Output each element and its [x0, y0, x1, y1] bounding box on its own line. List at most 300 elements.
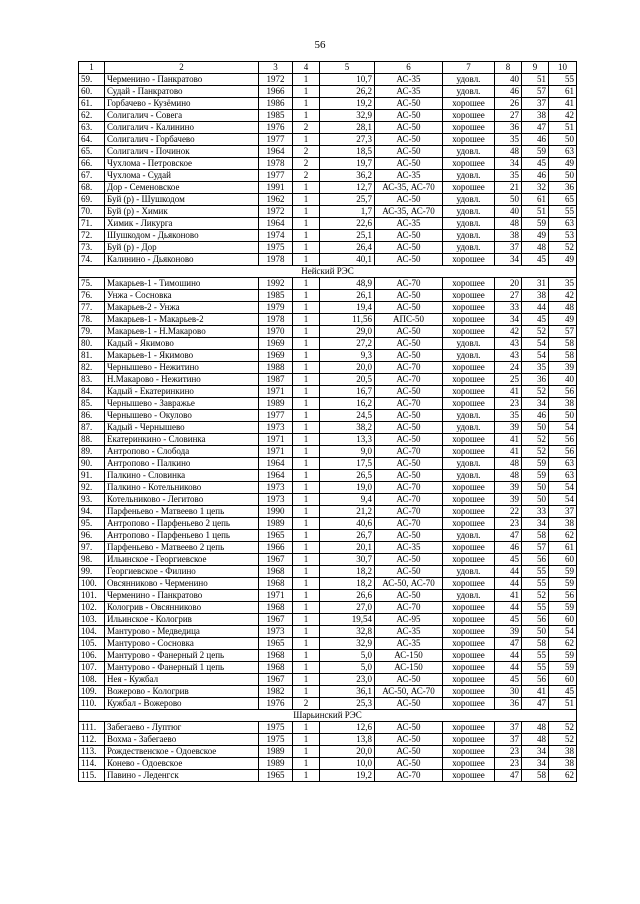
length-cell: 9,3 — [320, 350, 375, 362]
wire-type-cell: АС-70 — [375, 770, 443, 782]
row-number-cell: 104. — [79, 626, 105, 638]
row-number-cell: 100. — [79, 578, 105, 590]
length-cell: 19,0 — [320, 482, 375, 494]
length-cell: 20,1 — [320, 542, 375, 554]
circuits-cell: 1 — [293, 326, 320, 338]
length-cell: 27,3 — [320, 134, 375, 146]
condition-cell: хорошее — [443, 362, 495, 374]
value-col8-cell: 37 — [495, 242, 522, 254]
page-number: 56 — [314, 39, 326, 51]
value-col9-cell: 56 — [522, 674, 549, 686]
line-name-cell: Кадый - Якимово — [105, 338, 259, 350]
line-name-cell: Чернышево - Нежитино — [105, 362, 259, 374]
table-row — [79, 242, 577, 254]
condition-cell: хорошее — [443, 518, 495, 530]
header-cell: 3 — [259, 62, 293, 74]
value-col9-cell: 55 — [522, 602, 549, 614]
length-cell: 19,7 — [320, 158, 375, 170]
wire-type-cell: АС-50 — [375, 158, 443, 170]
wire-type-cell: АС-35 — [375, 86, 443, 98]
value-col9-cell: 59 — [522, 470, 549, 482]
circuits-cell: 1 — [293, 722, 320, 734]
circuits-cell: 1 — [293, 458, 320, 470]
line-name-cell: Вожерово - Кологрив — [105, 686, 259, 698]
value-col8-cell: 41 — [495, 434, 522, 446]
row-number-cell: 91. — [79, 470, 105, 482]
value-col9-cell: 58 — [522, 530, 549, 542]
value-col10-cell: 58 — [549, 350, 577, 362]
length-cell: 20,0 — [320, 746, 375, 758]
value-col8-cell: 39 — [495, 422, 522, 434]
value-col10-cell: 42 — [549, 110, 577, 122]
row-number-cell: 112. — [79, 734, 105, 746]
condition-cell: удовл. — [443, 146, 495, 158]
condition-cell: хорошее — [443, 386, 495, 398]
table-row — [79, 482, 577, 494]
year-cell: 1975 — [259, 722, 293, 734]
condition-cell: удовл. — [443, 86, 495, 98]
year-cell: 1967 — [259, 674, 293, 686]
wire-type-cell: АС-50 — [375, 722, 443, 734]
year-cell: 1964 — [259, 470, 293, 482]
table-row — [79, 290, 577, 302]
year-cell: 1965 — [259, 770, 293, 782]
value-col10-cell: 56 — [549, 590, 577, 602]
value-col10-cell: 35 — [549, 278, 577, 290]
line-name-cell: Макарьев-1 - Тимошино — [105, 278, 259, 290]
value-col10-cell: 48 — [549, 302, 577, 314]
value-col8-cell: 43 — [495, 350, 522, 362]
year-cell: 1982 — [259, 686, 293, 698]
table-row — [79, 98, 577, 110]
value-col9-cell: 57 — [522, 86, 549, 98]
year-cell: 1969 — [259, 338, 293, 350]
wire-type-cell: АС-35, АС-70 — [375, 182, 443, 194]
row-number-cell: 78. — [79, 314, 105, 326]
table-row — [79, 410, 577, 422]
length-cell: 1,7 — [320, 206, 375, 218]
wire-type-cell: АС-35 — [375, 542, 443, 554]
value-col10-cell: 50 — [549, 134, 577, 146]
header-row — [79, 62, 577, 74]
value-col8-cell: 38 — [495, 230, 522, 242]
value-col10-cell: 61 — [549, 86, 577, 98]
table-row — [79, 446, 577, 458]
year-cell: 1977 — [259, 410, 293, 422]
length-cell: 28,1 — [320, 122, 375, 134]
wire-type-cell: АС-70 — [375, 398, 443, 410]
value-col9-cell: 51 — [522, 206, 549, 218]
circuits-cell: 1 — [293, 374, 320, 386]
value-col9-cell: 55 — [522, 578, 549, 590]
row-number-cell: 77. — [79, 302, 105, 314]
table-row — [79, 686, 577, 698]
row-number-cell: 108. — [79, 674, 105, 686]
value-col9-cell: 56 — [522, 614, 549, 626]
value-col9-cell: 54 — [522, 350, 549, 362]
value-col10-cell: 52 — [549, 242, 577, 254]
wire-type-cell: АС-50 — [375, 350, 443, 362]
table-row — [79, 74, 577, 86]
wire-type-cell: АС-50 — [375, 674, 443, 686]
value-col10-cell: 36 — [549, 182, 577, 194]
row-number-cell: 110. — [79, 698, 105, 710]
year-cell: 1971 — [259, 434, 293, 446]
row-number-cell: 87. — [79, 422, 105, 434]
row-number-cell: 67. — [79, 170, 105, 182]
condition-cell: хорошее — [443, 758, 495, 770]
wire-type-cell: АС-50 — [375, 110, 443, 122]
value-col10-cell: 37 — [549, 506, 577, 518]
table-row — [79, 278, 577, 290]
value-col9-cell: 45 — [522, 254, 549, 266]
table-row — [79, 470, 577, 482]
value-col9-cell: 55 — [522, 566, 549, 578]
value-col8-cell: 36 — [495, 698, 522, 710]
row-number-cell: 60. — [79, 86, 105, 98]
value-col9-cell: 36 — [522, 374, 549, 386]
condition-cell: хорошее — [443, 434, 495, 446]
value-col8-cell: 46 — [495, 86, 522, 98]
year-cell: 1964 — [259, 146, 293, 158]
length-cell: 25,7 — [320, 194, 375, 206]
row-number-cell: 107. — [79, 662, 105, 674]
wire-type-cell: АС-50 — [375, 230, 443, 242]
section-row — [79, 266, 577, 278]
line-name-cell: Антропово - Слобода — [105, 446, 259, 458]
table-row — [79, 314, 577, 326]
value-col9-cell: 35 — [522, 362, 549, 374]
value-col8-cell: 45 — [495, 554, 522, 566]
line-name-cell: Кужбал - Вожерово — [105, 698, 259, 710]
line-name-cell: Буй (р) - Химик — [105, 206, 259, 218]
circuits-cell: 1 — [293, 206, 320, 218]
value-col9-cell: 44 — [522, 302, 549, 314]
length-cell: 36,1 — [320, 686, 375, 698]
value-col9-cell: 48 — [522, 722, 549, 734]
year-cell: 1974 — [259, 230, 293, 242]
line-name-cell: Солигалич - Горбачево — [105, 134, 259, 146]
value-col10-cell: 49 — [549, 158, 577, 170]
year-cell: 1966 — [259, 542, 293, 554]
length-cell: 25,1 — [320, 230, 375, 242]
value-col8-cell: 41 — [495, 446, 522, 458]
length-cell: 48,9 — [320, 278, 375, 290]
circuits-cell: 1 — [293, 98, 320, 110]
condition-cell: хорошее — [443, 554, 495, 566]
circuits-cell: 1 — [293, 626, 320, 638]
length-cell: 10,0 — [320, 758, 375, 770]
condition-cell: хорошее — [443, 494, 495, 506]
value-col10-cell: 60 — [549, 614, 577, 626]
table-row — [79, 770, 577, 782]
circuits-cell: 1 — [293, 638, 320, 650]
line-name-cell: Ильинское - Георгиевское — [105, 554, 259, 566]
value-col9-cell: 58 — [522, 638, 549, 650]
circuits-cell: 1 — [293, 542, 320, 554]
circuits-cell: 1 — [293, 746, 320, 758]
value-col8-cell: 22 — [495, 506, 522, 518]
condition-cell: хорошее — [443, 734, 495, 746]
table-row — [79, 326, 577, 338]
year-cell: 1989 — [259, 398, 293, 410]
table-row — [79, 374, 577, 386]
condition-cell: хорошее — [443, 770, 495, 782]
table-row — [79, 626, 577, 638]
circuits-cell: 2 — [293, 158, 320, 170]
row-number-cell: 111. — [79, 722, 105, 734]
circuits-cell: 1 — [293, 482, 320, 494]
row-number-cell: 89. — [79, 446, 105, 458]
circuits-cell: 1 — [293, 194, 320, 206]
circuits-cell: 1 — [293, 614, 320, 626]
table-row — [79, 230, 577, 242]
condition-cell: хорошее — [443, 638, 495, 650]
condition-cell: хорошее — [443, 686, 495, 698]
table-row — [79, 182, 577, 194]
line-name-cell: Забегаево - Луптюг — [105, 722, 259, 734]
year-cell: 1991 — [259, 182, 293, 194]
value-col8-cell: 50 — [495, 194, 522, 206]
value-col9-cell: 51 — [522, 74, 549, 86]
wire-type-cell: АПС-50 — [375, 314, 443, 326]
row-number-cell: 73. — [79, 242, 105, 254]
line-name-cell: Солигалич - Совега — [105, 110, 259, 122]
value-col8-cell: 35 — [495, 134, 522, 146]
length-cell: 9,0 — [320, 446, 375, 458]
row-number-cell: 94. — [79, 506, 105, 518]
condition-cell: удовл. — [443, 338, 495, 350]
line-name-cell: Н.Макарово - Нежитино — [105, 374, 259, 386]
table-row — [79, 422, 577, 434]
header-cell: 10 — [549, 62, 577, 74]
circuits-cell: 1 — [293, 218, 320, 230]
value-col10-cell: 39 — [549, 362, 577, 374]
wire-type-cell: АС-70 — [375, 362, 443, 374]
table-row — [79, 386, 577, 398]
circuits-cell: 1 — [293, 386, 320, 398]
row-number-cell: 65. — [79, 146, 105, 158]
circuits-cell: 1 — [293, 86, 320, 98]
condition-cell: хорошее — [443, 278, 495, 290]
wire-type-cell: АС-50 — [375, 434, 443, 446]
value-col8-cell: 39 — [495, 494, 522, 506]
year-cell: 1985 — [259, 110, 293, 122]
value-col8-cell: 44 — [495, 578, 522, 590]
row-number-cell: 80. — [79, 338, 105, 350]
table-row — [79, 170, 577, 182]
year-cell: 1975 — [259, 734, 293, 746]
value-col9-cell: 50 — [522, 422, 549, 434]
row-number-cell: 96. — [79, 530, 105, 542]
circuits-cell: 1 — [293, 110, 320, 122]
value-col8-cell: 43 — [495, 338, 522, 350]
row-number-cell: 76. — [79, 290, 105, 302]
value-col8-cell: 44 — [495, 566, 522, 578]
header-cell: 9 — [522, 62, 549, 74]
value-col8-cell: 41 — [495, 386, 522, 398]
value-col10-cell: 55 — [549, 206, 577, 218]
value-col10-cell: 60 — [549, 554, 577, 566]
table-row — [79, 602, 577, 614]
year-cell: 1973 — [259, 494, 293, 506]
value-col9-cell: 34 — [522, 746, 549, 758]
circuits-cell: 1 — [293, 242, 320, 254]
year-cell: 1979 — [259, 302, 293, 314]
wire-type-cell: АС-50 — [375, 410, 443, 422]
value-col8-cell: 40 — [495, 206, 522, 218]
year-cell: 1973 — [259, 422, 293, 434]
circuits-cell: 1 — [293, 134, 320, 146]
table-row — [79, 458, 577, 470]
wire-type-cell: АС-70 — [375, 506, 443, 518]
length-cell: 9,4 — [320, 494, 375, 506]
year-cell: 1968 — [259, 566, 293, 578]
length-cell: 19,54 — [320, 614, 375, 626]
wire-type-cell: АС-50 — [375, 302, 443, 314]
row-number-cell: 63. — [79, 122, 105, 134]
wire-type-cell: АС-50, АС-70 — [375, 578, 443, 590]
length-cell: 26,1 — [320, 290, 375, 302]
condition-cell: хорошее — [443, 158, 495, 170]
row-number-cell: 114. — [79, 758, 105, 770]
value-col8-cell: 24 — [495, 362, 522, 374]
length-cell: 18,5 — [320, 146, 375, 158]
length-cell: 38,2 — [320, 422, 375, 434]
line-name-cell: Котельниково - Легитово — [105, 494, 259, 506]
row-number-cell: 90. — [79, 458, 105, 470]
wire-type-cell: АС-50 — [375, 386, 443, 398]
value-col9-cell: 47 — [522, 698, 549, 710]
value-col8-cell: 47 — [495, 530, 522, 542]
table-row — [79, 662, 577, 674]
row-number-cell: 62. — [79, 110, 105, 122]
row-number-cell: 105. — [79, 638, 105, 650]
value-col8-cell: 34 — [495, 158, 522, 170]
length-cell: 26,5 — [320, 470, 375, 482]
length-cell: 22,6 — [320, 218, 375, 230]
condition-cell: удовл. — [443, 410, 495, 422]
wire-type-cell: АС-50 — [375, 458, 443, 470]
line-name-cell: Черменино - Панкратово — [105, 590, 259, 602]
value-col10-cell: 62 — [549, 530, 577, 542]
table-row — [79, 434, 577, 446]
length-cell: 27,2 — [320, 338, 375, 350]
length-cell: 32,9 — [320, 638, 375, 650]
condition-cell: удовл. — [443, 530, 495, 542]
value-col9-cell: 59 — [522, 218, 549, 230]
line-name-cell: Солигалич - Калинино — [105, 122, 259, 134]
circuits-cell: 1 — [293, 278, 320, 290]
value-col10-cell: 59 — [549, 650, 577, 662]
row-number-cell: 61. — [79, 98, 105, 110]
value-col10-cell: 57 — [549, 326, 577, 338]
table-row — [79, 362, 577, 374]
value-col8-cell: 47 — [495, 638, 522, 650]
row-number-cell: 95. — [79, 518, 105, 530]
table-row — [79, 158, 577, 170]
table-row — [79, 218, 577, 230]
circuits-cell: 1 — [293, 578, 320, 590]
length-cell: 26,6 — [320, 590, 375, 602]
table-row — [79, 350, 577, 362]
value-col9-cell: 34 — [522, 518, 549, 530]
wire-type-cell: АС-70 — [375, 446, 443, 458]
condition-cell: хорошее — [443, 134, 495, 146]
value-col10-cell: 63 — [549, 458, 577, 470]
circuits-cell: 1 — [293, 314, 320, 326]
line-name-cell: Антропово - Парфеньево 2 цепь — [105, 518, 259, 530]
row-number-cell: 102. — [79, 602, 105, 614]
section-row — [79, 710, 577, 722]
line-name-cell: Мантурово - Фанерный 2 цепь — [105, 650, 259, 662]
value-col9-cell: 57 — [522, 542, 549, 554]
length-cell: 32,8 — [320, 626, 375, 638]
line-name-cell: Ильинское - Кологрив — [105, 614, 259, 626]
circuits-cell: 2 — [293, 122, 320, 134]
value-col10-cell: 53 — [549, 230, 577, 242]
year-cell: 1964 — [259, 218, 293, 230]
circuits-cell: 1 — [293, 470, 320, 482]
wire-type-cell: АС-50 — [375, 470, 443, 482]
value-col10-cell: 52 — [549, 722, 577, 734]
year-cell: 1989 — [259, 758, 293, 770]
value-col9-cell: 56 — [522, 554, 549, 566]
wire-type-cell: АС-50 — [375, 338, 443, 350]
wire-type-cell: АС-50 — [375, 530, 443, 542]
year-cell: 1989 — [259, 518, 293, 530]
year-cell: 1977 — [259, 170, 293, 182]
table-row — [79, 530, 577, 542]
circuits-cell: 2 — [293, 146, 320, 158]
value-col10-cell: 42 — [549, 290, 577, 302]
row-number-cell: 82. — [79, 362, 105, 374]
condition-cell: хорошее — [443, 446, 495, 458]
circuits-cell: 1 — [293, 74, 320, 86]
length-cell: 13,3 — [320, 434, 375, 446]
value-col10-cell: 63 — [549, 218, 577, 230]
line-name-cell: Екатеринкино - Словинка — [105, 434, 259, 446]
length-cell: 26,4 — [320, 242, 375, 254]
value-col8-cell: 37 — [495, 722, 522, 734]
year-cell: 1973 — [259, 626, 293, 638]
wire-type-cell: АС-70 — [375, 482, 443, 494]
condition-cell: хорошее — [443, 374, 495, 386]
year-cell: 1969 — [259, 350, 293, 362]
wire-type-cell: АС-50 — [375, 566, 443, 578]
line-name-cell: Макарьев-1 - Макарьев-2 — [105, 314, 259, 326]
wire-type-cell: АС-50 — [375, 734, 443, 746]
circuits-cell: 1 — [293, 518, 320, 530]
circuits-cell: 1 — [293, 554, 320, 566]
condition-cell: удовл. — [443, 170, 495, 182]
condition-cell: хорошее — [443, 302, 495, 314]
line-name-cell: Горбачево - Кузёмино — [105, 98, 259, 110]
header-cell: 2 — [105, 62, 259, 74]
line-name-cell: Черменино - Панкратово — [105, 74, 259, 86]
section-title: Нейский РЭС — [79, 266, 577, 278]
wire-type-cell: АС-35, АС-70 — [375, 206, 443, 218]
wire-type-cell: АС-35 — [375, 170, 443, 182]
row-number-cell: 92. — [79, 482, 105, 494]
wire-type-cell: АС-50 — [375, 746, 443, 758]
row-number-cell: 81. — [79, 350, 105, 362]
condition-cell: хорошее — [443, 98, 495, 110]
condition-cell: хорошее — [443, 662, 495, 674]
value-col8-cell: 41 — [495, 590, 522, 602]
length-cell: 18,2 — [320, 566, 375, 578]
value-col9-cell: 55 — [522, 650, 549, 662]
